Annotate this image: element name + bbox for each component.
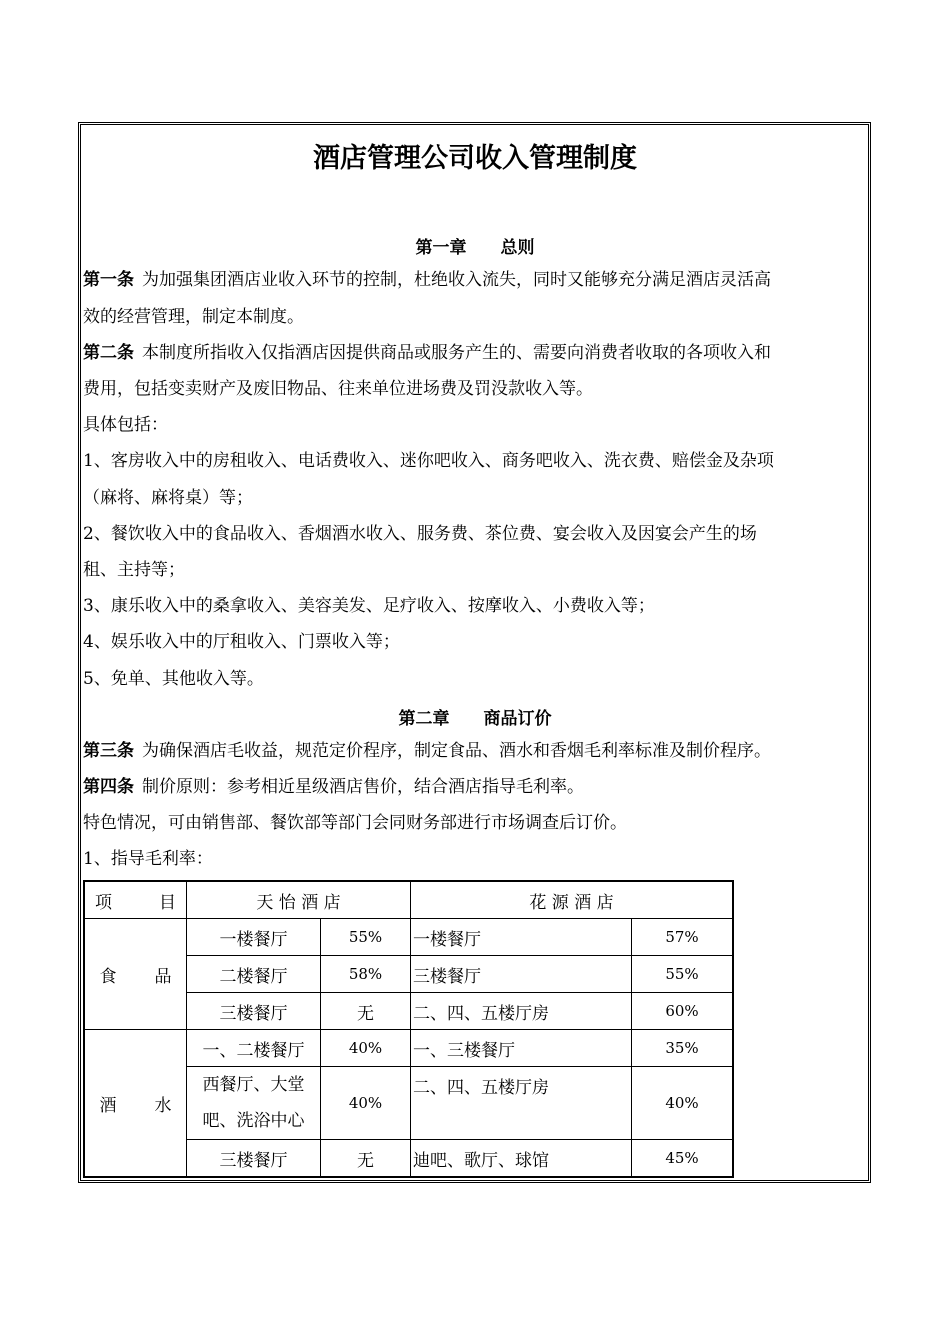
paragraph-line: 1、客房收入中的房租收入、电话费收入、迷你吧收入、商务吧收入、洗衣费、赔偿金及杂项 <box>83 451 774 471</box>
category-drink: 酒 水 <box>85 1030 187 1177</box>
chapter-name: 商品订价 <box>483 709 552 729</box>
paragraph-line: 租、主持等； <box>83 560 185 580</box>
paragraph-line: 效的经营管理，制定本制度。 <box>83 307 304 327</box>
paragraph-line: 第二条 本制度所指收入仅指酒店因提供商品或服务产生的、需要向消费者收取的各项收入和 <box>83 343 771 363</box>
paragraph-line: 第三条 为确保酒店毛收益，规范定价程序，制定食品、酒水和香烟毛利率标准及制价程序。 <box>83 741 771 761</box>
article-label: 第二条 <box>83 343 134 363</box>
chapter-heading-1 <box>80 233 870 258</box>
paragraph-line: 5、免单、其他收入等。 <box>83 669 264 689</box>
table-row: 二楼餐厅 58% 三楼餐厅 55% <box>85 956 733 993</box>
margin-table <box>84 881 733 1177</box>
header-item: 项 目 <box>85 882 187 919</box>
table-row: 三楼餐厅 无 二、四、五楼厅房 60% <box>85 993 733 1030</box>
header-hotel-a: 天 怡 酒 店 <box>187 882 411 919</box>
paragraph-line: 第一条 为加强集团酒店业收入环节的控制，杜绝收入流失，同时又能够充分满足酒店灵活高 <box>83 270 771 290</box>
paragraph-line: 具体包括： <box>83 415 168 435</box>
table-row: 西餐厅、大堂 吧、洗浴中心 40% 二、四、五楼厅房 40% <box>85 1067 733 1140</box>
header-hotel-b: 花 源 酒 店 <box>411 882 733 919</box>
paragraph-line: 2、餐饮收入中的食品收入、香烟酒水收入、服务费、茶位费、宴会收入及因宴会产生的场 <box>83 524 757 544</box>
table-row: 酒 水 一、二楼餐厅 40% 一、三楼餐厅 35% <box>85 1030 733 1067</box>
article-label: 第四条 <box>83 777 134 797</box>
chapter-number: 第一章 <box>415 238 467 258</box>
paragraph-line: 1、指导毛利率： <box>83 849 213 869</box>
paragraph-line: 费用，包括变卖财产及废旧物品、往来单位进场费及罚没款收入等。 <box>83 379 593 399</box>
table-header-row <box>85 882 733 919</box>
table-row: 三楼餐厅 无 迪吧、歌厅、球馆 45% <box>85 1140 733 1177</box>
chapter-number: 第二章 <box>398 709 450 729</box>
category-food: 食 品 <box>85 919 187 1030</box>
article-label: 第三条 <box>83 741 134 761</box>
article-label: 第一条 <box>83 270 134 290</box>
document-title: 酒店管理公司收入管理制度 <box>313 143 637 174</box>
table-row: 食 品 一楼餐厅 55% 一楼餐厅 57% <box>85 919 733 956</box>
paragraph-line: （麻将、麻将桌）等； <box>83 488 253 508</box>
chapter-heading-2 <box>80 704 870 729</box>
chapter-name: 总则 <box>500 238 535 258</box>
paragraph-line: 特色情况，可由销售部、餐饮部等部门会同财务部进行市场调查后订价。 <box>83 813 627 833</box>
paragraph-line: 3、康乐收入中的桑拿收入、美容美发、足疗收入、按摩收入、小费收入等； <box>83 596 655 616</box>
paragraph-line: 4、娱乐收入中的厅租收入、门票收入等； <box>83 632 400 652</box>
paragraph-line: 第四条 制价原则：参考相近星级酒店售价，结合酒店指导毛利率。 <box>83 777 584 797</box>
